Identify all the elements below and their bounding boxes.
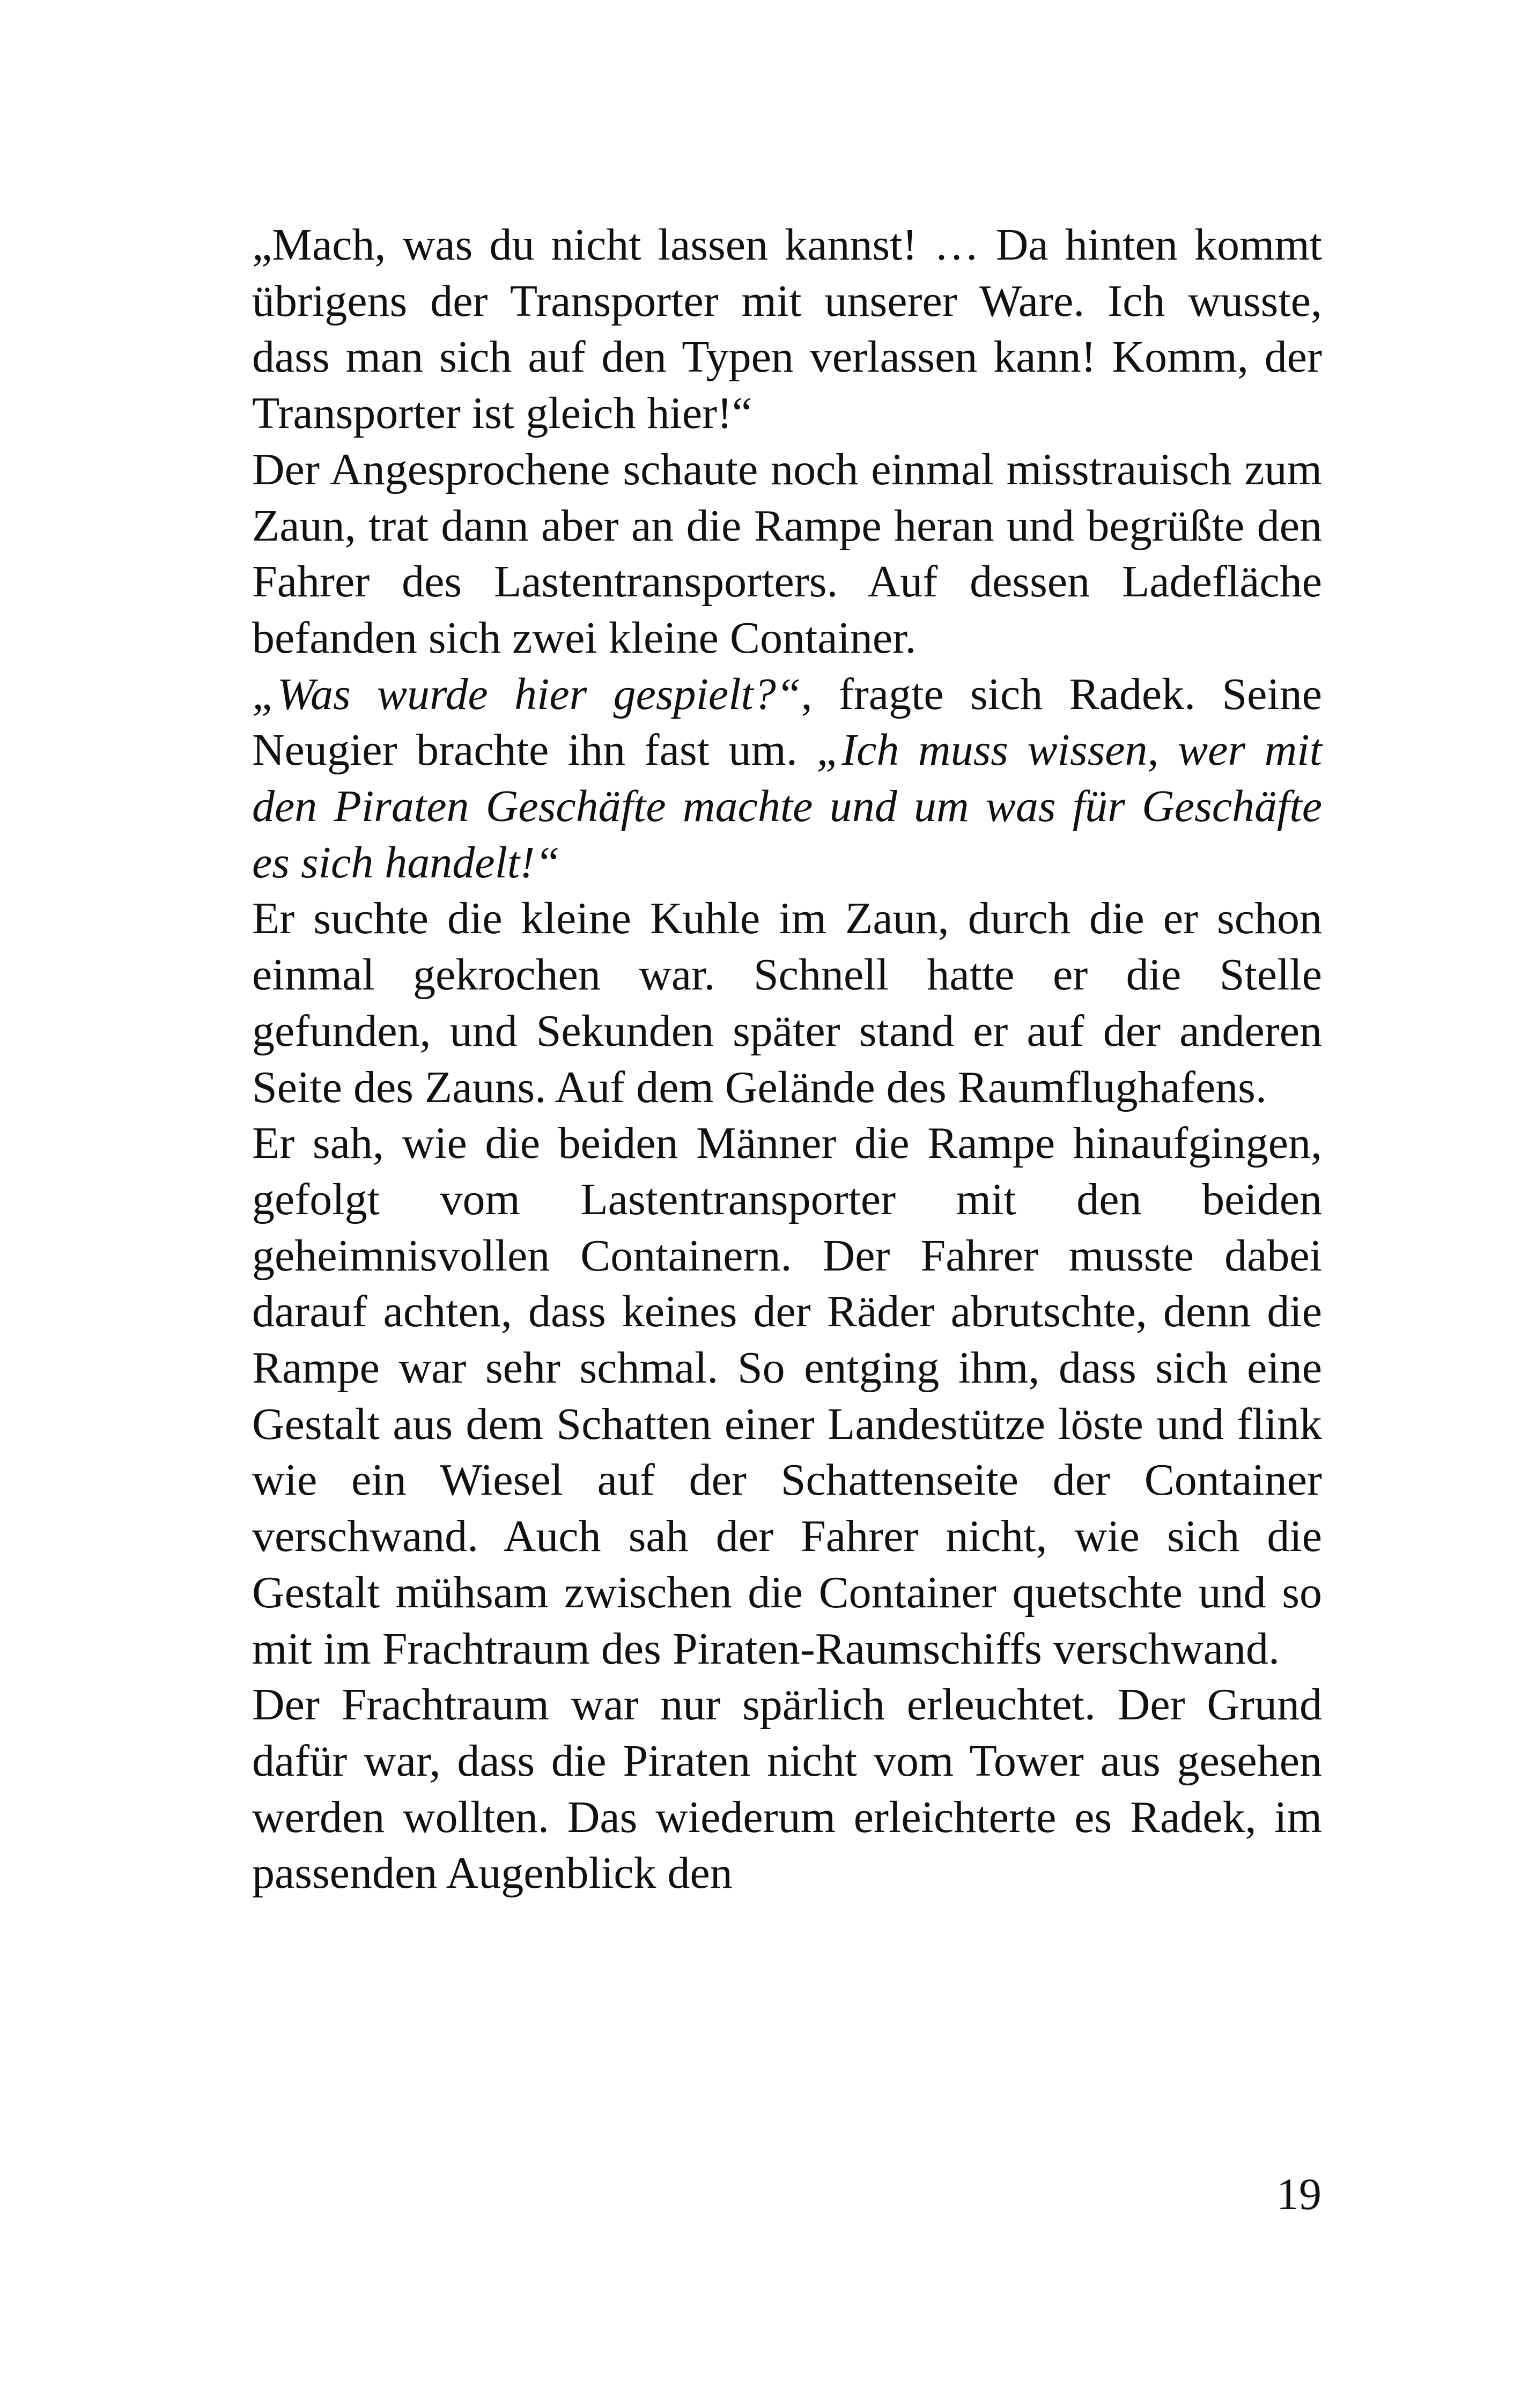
paragraph — [252, 1116, 1322, 1677]
paragraph — [252, 667, 1322, 891]
paragraph — [252, 442, 1322, 667]
page-number: 19 — [1276, 2169, 1321, 2219]
italic-thought-text: „Ich muss wissen, wer mit den Piraten Geschäfte machte und um was für Geschäfte es sich handelt!“ — [252, 725, 1322, 888]
paragraph — [252, 217, 1322, 442]
body-text — [252, 217, 1322, 1902]
paragraph — [252, 1677, 1322, 1902]
paragraph-text: Er sah, wie die beiden Männer die Rampe hinaufgingen, gefolgt vom Lastentransporter mit den beiden geheimnisvollen Containern. Der Fahrer musste dabei darauf achten, dass keines der Räder abrutschte, denn die Rampe war sehr schmal. So entging ihm, dass sich eine Gestalt aus dem Schatten einer Landestütze löste und flink wie ein Wiesel auf der Schattenseite der Container verschwand. Auch sah der Fahrer nicht, wie sich die Gestalt mühsam zwischen die Container quetschte und so mit im Frachtraum des Piraten-Raumschiffs verschwand. — [252, 1118, 1322, 1674]
italic-thought-text: „Was wurde hier gespielt?“ — [252, 669, 801, 719]
paragraph-text: , fragte sich Radek. Seine Neugier brachte ihn fast um. — [252, 669, 1322, 775]
paragraph-text: Er suchte die kleine Kuhle im Zaun, durch die er schon einmal gekrochen war. Schnell hatte er die Stelle gefunden, und Sekunden später stand er auf der anderen Seite des Zauns. Auf dem Gelände des Raumflughafens. — [252, 893, 1322, 1112]
paragraph-text: Der Frachtraum war nur spärlich erleuchtet. Der Grund dafür war, dass die Piraten nicht vom Tower aus gesehen werden wollten. Das wiederum erleichterte es Radek, im passenden Augenblick den — [252, 1680, 1322, 1899]
paragraph-text: Der Angesprochene schaute noch einmal misstrauisch zum Zaun, trat dann aber an die Rampe heran und begrüßte den Fahrer des Lastentransporters. Auf dessen Ladefläche befanden sich zwei kleine Container. — [252, 444, 1322, 663]
paragraph — [252, 891, 1322, 1116]
paragraph-text: „Mach, was du nicht lassen kannst! … Da hinten kommt übrigens der Transporter mit unserer Ware. Ich wusste, dass man sich auf den Typen verlassen kann! Komm, der Transporter ist gleich hier!“ — [252, 220, 1322, 439]
